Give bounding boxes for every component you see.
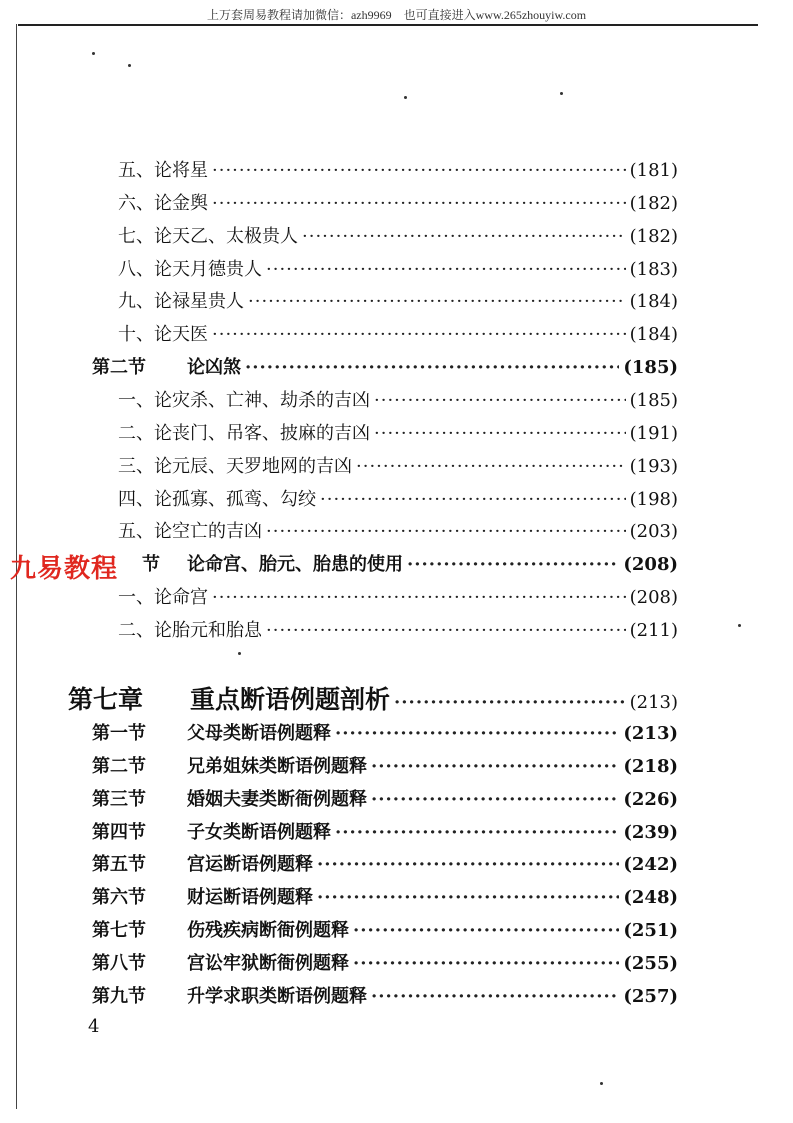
toc-entry-title: 七、论天乙、太极贵人 [118, 226, 298, 247]
toc-entry-title: 一、论灾杀、亡神、劫杀的吉凶 [118, 390, 370, 411]
toc-page-ref: (255) [623, 953, 678, 974]
section-title: 兄弟姐妹类断语例题释 [187, 756, 367, 777]
toc-entry[interactable] [118, 386, 678, 412]
toc-entry[interactable] [118, 583, 678, 609]
dot-leader [335, 723, 619, 744]
toc-chapter[interactable] [68, 680, 678, 716]
toc-entry[interactable] [118, 222, 678, 248]
toc-entry[interactable] [118, 419, 678, 445]
section-number: 第六节 [92, 887, 146, 908]
toc-page-ref: (251) [623, 920, 678, 941]
scan-speck [738, 624, 741, 627]
scan-speck [92, 52, 95, 55]
section-number: 第八节 [92, 953, 146, 974]
section-number: 第四节 [92, 822, 146, 843]
toc-entry-title: 十、论天医 [118, 324, 208, 345]
toc-section[interactable] [92, 982, 678, 1008]
dot-leader [302, 226, 626, 247]
section-title: 子女类断语例题释 [187, 822, 331, 843]
toc-page-ref: (181) [629, 160, 678, 181]
toc-page-ref: (213) [629, 692, 678, 713]
scan-speck [238, 652, 241, 655]
dot-leader [371, 986, 619, 1007]
toc-entry[interactable] [118, 616, 678, 642]
toc-page-ref: (257) [623, 986, 678, 1007]
section-title: 宫讼牢狱断衙例题释 [187, 953, 349, 974]
header-rule [18, 24, 758, 26]
dot-leader [212, 587, 626, 608]
section-number: 第二节 [92, 357, 146, 378]
toc-section[interactable] [92, 550, 678, 576]
toc-page-ref: (198) [629, 489, 678, 510]
toc-entry-title: 五、论将星 [118, 160, 208, 181]
section-title: 父母类断语例题释 [187, 723, 331, 744]
toc-page-ref: (182) [629, 193, 678, 214]
toc-section[interactable] [92, 719, 678, 745]
toc-entry[interactable] [118, 320, 678, 346]
dot-leader [212, 324, 626, 345]
dot-leader [266, 259, 626, 280]
toc-section[interactable] [92, 850, 678, 876]
toc-entry[interactable] [118, 485, 678, 511]
toc-section[interactable] [92, 785, 678, 811]
dot-leader [353, 920, 619, 941]
dot-leader [266, 521, 626, 542]
toc-section[interactable] [92, 949, 678, 975]
dot-leader [266, 620, 626, 641]
toc-entry[interactable] [118, 255, 678, 281]
toc-page-ref: (208) [629, 587, 678, 608]
toc-section[interactable] [92, 752, 678, 778]
section-title: 财运断语例题释 [187, 887, 313, 908]
toc-entry-title: 九、论禄星贵人 [118, 291, 244, 312]
toc-page-ref: (183) [629, 259, 678, 280]
toc-section[interactable] [92, 353, 678, 379]
toc-page-ref: (193) [629, 456, 678, 477]
toc-entry-title: 五、论空亡的吉凶 [118, 521, 262, 542]
toc-page-ref: (203) [629, 521, 678, 542]
header-note: 上万套周易教程请加微信：azh9969 也可直接进入www.265zhouyiw.com [206, 8, 587, 22]
scan-speck [600, 1082, 603, 1085]
dot-leader [212, 193, 626, 214]
section-title: 宫运断语例题释 [187, 854, 313, 875]
dot-leader [245, 357, 619, 378]
dot-leader [320, 489, 626, 510]
dot-leader [212, 160, 626, 181]
toc-entry-title: 二、论胎元和胎息 [118, 620, 262, 641]
toc-entry-title: 三、论元辰、天罗地网的吉凶 [118, 456, 352, 477]
scan-speck [560, 92, 563, 95]
dot-leader [353, 953, 619, 974]
dot-leader [317, 854, 619, 875]
toc-section[interactable] [92, 916, 678, 942]
section-number: 第二节 [92, 756, 146, 777]
toc-page-ref: (218) [623, 756, 678, 777]
dot-leader [374, 423, 626, 444]
dot-leader [407, 554, 619, 575]
section-title: 论命宫、胎元、胎患的使用 [187, 554, 403, 575]
page-number: 4 [88, 1016, 100, 1037]
scan-speck [404, 96, 407, 99]
dot-leader [335, 822, 619, 843]
dot-leader [371, 789, 619, 810]
dot-leader [317, 887, 619, 908]
chapter-title: 重点断语例题剖析 [190, 685, 391, 714]
toc-page-ref: (185) [623, 357, 678, 378]
section-number: 第七节 [92, 920, 146, 941]
section-number: 第九节 [92, 986, 146, 1007]
chapter-number: 第七章 [68, 685, 144, 714]
dot-leader [394, 692, 626, 713]
toc-page-ref: (248) [623, 887, 678, 908]
toc-page-ref: (208) [623, 554, 678, 575]
toc-entry[interactable] [118, 156, 678, 182]
toc-page-ref: (226) [623, 789, 678, 810]
toc-entry[interactable] [118, 517, 678, 543]
watermark: 九易教程 [10, 554, 119, 584]
toc-page-ref: (184) [629, 291, 678, 312]
dot-leader [356, 456, 626, 477]
toc-page-ref: (239) [623, 822, 678, 843]
section-title: 婚姻夫妻类断衙例题释 [187, 789, 367, 810]
toc-entry-title: 四、论孤寡、孤鸾、勾绞 [118, 489, 316, 510]
toc-page-ref: (242) [623, 854, 678, 875]
scan-speck [128, 64, 131, 67]
section-number: 节 [142, 554, 160, 575]
dot-leader [371, 756, 619, 777]
section-title: 升学求职类断语例题释 [187, 986, 367, 1007]
toc-entry[interactable] [118, 189, 678, 215]
section-number: 第三节 [92, 789, 146, 810]
section-title: 伤残疾病断衙例题释 [187, 920, 349, 941]
toc-section[interactable] [92, 818, 678, 844]
toc-entry-title: 二、论丧门、吊客、披麻的吉凶 [118, 423, 370, 444]
section-title: 论凶煞 [187, 357, 241, 378]
section-number: 第一节 [92, 723, 146, 744]
toc-page-ref: (211) [629, 620, 678, 641]
toc-entry-title: 六、论金舆 [118, 193, 208, 214]
toc-page-ref: (182) [629, 226, 678, 247]
toc-page-ref: (184) [629, 324, 678, 345]
toc-page-ref: (213) [623, 723, 678, 744]
dot-leader [248, 291, 626, 312]
dot-leader [374, 390, 626, 411]
toc-entry-title: 一、论命宫 [118, 587, 208, 608]
toc-entry-title: 八、论天月德贵人 [118, 259, 262, 280]
toc-entry[interactable] [118, 452, 678, 478]
toc-page-ref: (191) [629, 423, 678, 444]
section-number: 第五节 [92, 854, 146, 875]
toc-section[interactable] [92, 883, 678, 909]
toc-entry[interactable] [118, 287, 678, 313]
toc-page-ref: (185) [629, 390, 678, 411]
